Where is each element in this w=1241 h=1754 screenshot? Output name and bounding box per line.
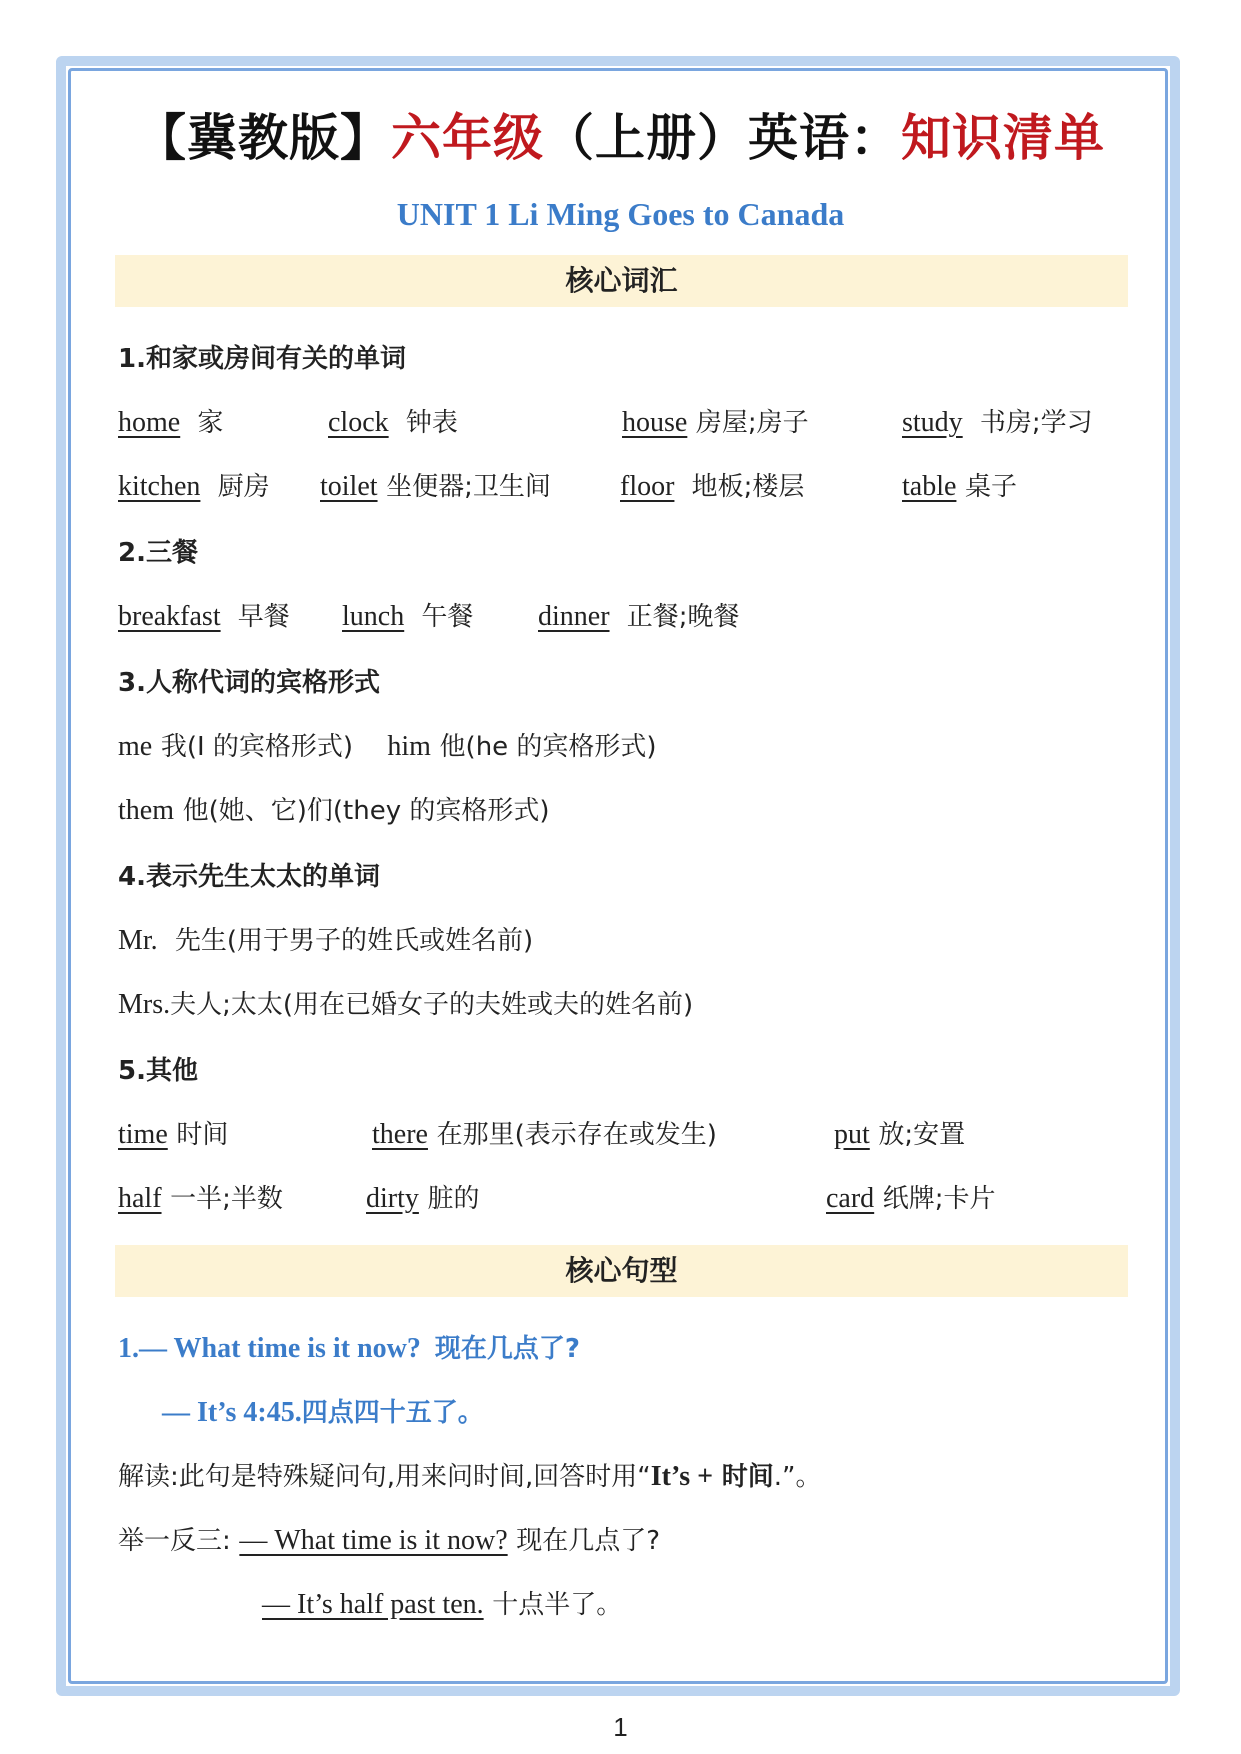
word-item [366,1178,480,1215]
word-item [118,1178,283,1215]
word-zh: 地板;楼层 [691,472,805,502]
example-question: 举一反三: — What time is it now? 现在几点了? [118,1525,661,1556]
word-item [342,596,473,633]
word-item [902,466,1017,503]
vocab-band: 核心词汇 [115,255,1128,307]
word-en: dirty [366,1183,419,1214]
word-en: home [118,407,181,438]
word-en: study [902,407,963,438]
word-en: dinner [538,601,610,632]
title-word-mrs: Mrs.夫人;太太(用在已婚女子的夫姓或夫的姓名前) [118,989,694,1020]
explanation: 解读:此句是特殊疑问句,用来问时间,回答时用“It’s + 时间.”。 [118,1461,822,1492]
word-item [826,1178,996,1215]
word-zh: 午餐 [421,602,474,632]
page-title [0,98,1241,170]
word-zh: 厨房 [217,472,270,502]
word-item [320,466,551,503]
word-zh: 正餐;晚餐 [626,602,740,632]
word-en: toilet [320,471,378,502]
key-question: 1.— What time is it now? 现在几点了? [118,1333,580,1364]
word-en: house [622,407,688,438]
word-en: table [902,471,957,502]
word-zh: 家 [197,408,224,438]
vocab-section-5-heading: 5.其他 [118,1056,198,1086]
vocab-section-3-heading: 3.人称代词的宾格形式 [118,668,380,698]
unit-title: UNIT 1 Li Ming Goes to Canada [396,196,845,232]
word-item [118,1114,228,1151]
word-en: lunch [342,601,405,632]
word-item [118,402,223,439]
word-zh: 脏的 [427,1184,480,1214]
word-item [834,1114,965,1151]
title-edition: 【冀教版】 [136,109,391,167]
word-en: there [372,1119,428,1150]
word-zh: 房屋;房子 [695,408,809,438]
word-zh: 早餐 [237,602,290,632]
title-checklist: 知识清单 [901,109,1105,167]
pronoun-line-1: me 我(I 的宾格形式) him 他(he 的宾格形式) [118,731,657,762]
word-en: half [118,1183,162,1214]
vocab-section-1-heading: 1.和家或房间有关的单词 [118,344,406,374]
word-zh: 书房;学习 [979,408,1093,438]
word-zh: 钟表 [405,408,458,438]
example-answer: — It’s half past ten. 十点半了。 [262,1589,623,1620]
word-zh: 纸牌;卡片 [882,1184,996,1214]
word-item [620,466,804,503]
word-zh: 放;安置 [878,1120,966,1150]
word-item [328,402,458,439]
word-item [538,596,739,633]
word-zh: 一半;半数 [170,1184,283,1214]
title-subject: （上册）英语： [544,109,901,167]
word-item [118,596,290,633]
word-en: put [834,1119,870,1150]
word-zh: 坐便器;卫生间 [386,472,551,502]
word-en: card [826,1183,875,1214]
word-zh: 在那里(表示存在或发生) [436,1120,717,1150]
vocab-section-2-heading: 2.三餐 [118,538,198,568]
word-item [118,466,270,503]
title-word-mr: Mr. 先生(用于男子的姓氏或姓名前) [118,925,534,956]
word-zh: 时间 [176,1120,229,1150]
sentences-band: 核心句型 [115,1245,1128,1297]
word-item [372,1114,717,1151]
vocab-section-4-heading: 4.表示先生太太的单词 [118,862,380,892]
word-en: kitchen [118,471,201,502]
word-item [622,402,809,439]
word-zh: 桌子 [965,472,1018,502]
page-number: 1 [613,1712,628,1742]
word-en: clock [328,407,389,438]
word-item [902,402,1093,439]
pronoun-line-2: them 他(她、它)们(they 的宾格形式) [118,795,550,826]
key-answer: — It’s 4:45.四点四十五了。 [162,1397,484,1428]
word-en: floor [620,471,675,502]
word-en: time [118,1119,168,1150]
title-grade: 六年级 [391,109,544,167]
word-en: breakfast [118,601,221,632]
